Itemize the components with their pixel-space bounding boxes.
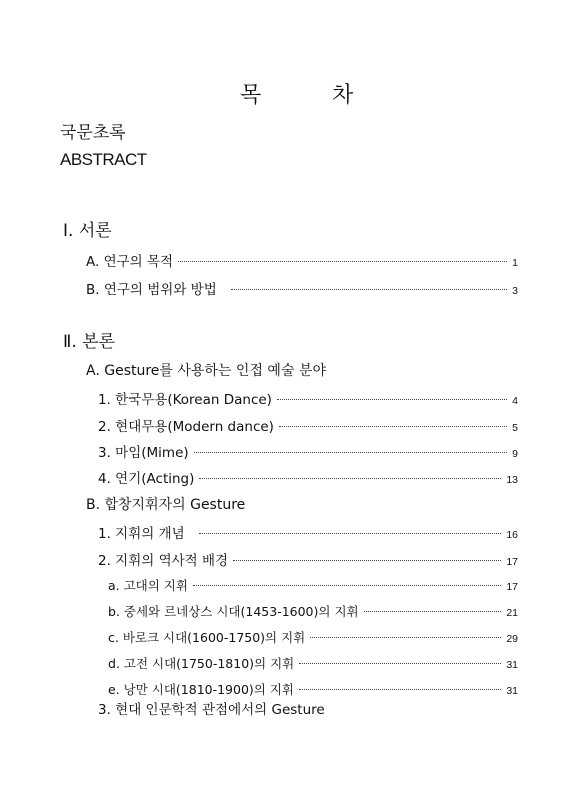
chapter-heading-2: Ⅱ. 본론	[63, 332, 116, 352]
front-matter-korean-abstract: 국문초록	[60, 123, 126, 143]
toc-entry-page: 3	[512, 285, 518, 297]
leader-dots	[233, 560, 501, 561]
toc-entry[interactable]	[98, 415, 518, 435]
toc-entry-page: 16	[506, 529, 518, 541]
front-matter-abstract: ABSTRACT	[60, 150, 147, 169]
toc-entry[interactable]	[86, 278, 518, 298]
toc-entry-page: 5	[512, 422, 518, 434]
toc-entry-label: b. 중세와 르네상스 시대(1453-1600)의 지휘	[108, 604, 359, 619]
toc-entry-page: 31	[506, 685, 518, 697]
toc-entry-label: B. 연구의 범위와 방법	[86, 282, 217, 298]
toc-entry[interactable]	[98, 467, 518, 487]
leader-dots	[364, 611, 502, 612]
toc-entry[interactable]	[98, 388, 518, 408]
toc-entry-page: 29	[506, 633, 518, 645]
leader-dots	[279, 426, 507, 427]
toc-sub-entry[interactable]	[108, 654, 518, 674]
leader-dots	[178, 261, 507, 262]
toc-entry-no-page[interactable]: 3. 현대 인문학적 관점에서의 Gesture	[98, 702, 325, 718]
toc-entry-page: 17	[506, 581, 518, 593]
toc-entry-page: 4	[512, 395, 518, 407]
toc-entry-label: 1. 지휘의 개념	[98, 526, 185, 542]
toc-entry-page: 1	[512, 257, 518, 269]
toc-entry-label: 4. 연기(Acting)	[98, 471, 195, 487]
leader-dots	[277, 399, 507, 400]
title-part-1: 목	[240, 83, 262, 108]
toc-entry-label: A. 연구의 목적	[86, 254, 174, 270]
toc-sub-entry[interactable]	[108, 602, 518, 622]
toc-entry-label: 1. 한국무용(Korean Dance)	[98, 392, 272, 408]
leader-dots	[193, 585, 501, 586]
toc-entry-label: 3. 마임(Mime)	[98, 445, 189, 461]
leader-dots	[310, 637, 501, 638]
toc-entry-page: 31	[506, 659, 518, 671]
chapter-heading-1: Ⅰ. 서론	[63, 221, 112, 241]
section-heading-b: B. 합창지휘자의 Gesture	[86, 497, 246, 513]
toc-entry-label: e. 낭만 시대(1810-1900)의 지휘	[108, 682, 294, 697]
toc-sub-entry[interactable]	[108, 576, 518, 596]
leader-dots	[299, 663, 501, 664]
toc-sub-entry[interactable]	[108, 628, 518, 648]
leader-dots	[231, 289, 507, 290]
leader-dots	[199, 478, 501, 479]
leader-dots	[299, 689, 501, 690]
toc-entry-page: 9	[512, 448, 518, 460]
toc-entry-page: 17	[506, 556, 518, 568]
toc-entry-label: d. 고전 시대(1750-1810)의 지휘	[108, 656, 295, 671]
toc-entry[interactable]	[98, 549, 518, 569]
toc-entry-label: c. 바로크 시대(1600-1750)의 지휘	[108, 630, 306, 645]
toc-entry[interactable]	[98, 522, 518, 542]
toc-entry[interactable]	[98, 441, 518, 461]
leader-dots	[199, 533, 502, 534]
section-heading-a: A. Gesture를 사용하는 인접 예술 분야	[86, 363, 326, 379]
toc-entry-label: 2. 현대무용(Modern dance)	[98, 419, 274, 435]
page-title	[0, 78, 572, 108]
toc-entry-label: 2. 지휘의 역사적 배경	[98, 553, 229, 569]
toc-entry-page: 13	[506, 474, 518, 486]
title-part-2: 차	[332, 83, 354, 108]
toc-entry-label: a. 고대의 지휘	[108, 578, 188, 593]
toc-sub-entry[interactable]	[108, 680, 518, 700]
toc-entry[interactable]	[86, 250, 518, 270]
toc-entry-page: 21	[506, 607, 518, 619]
leader-dots	[194, 452, 508, 453]
